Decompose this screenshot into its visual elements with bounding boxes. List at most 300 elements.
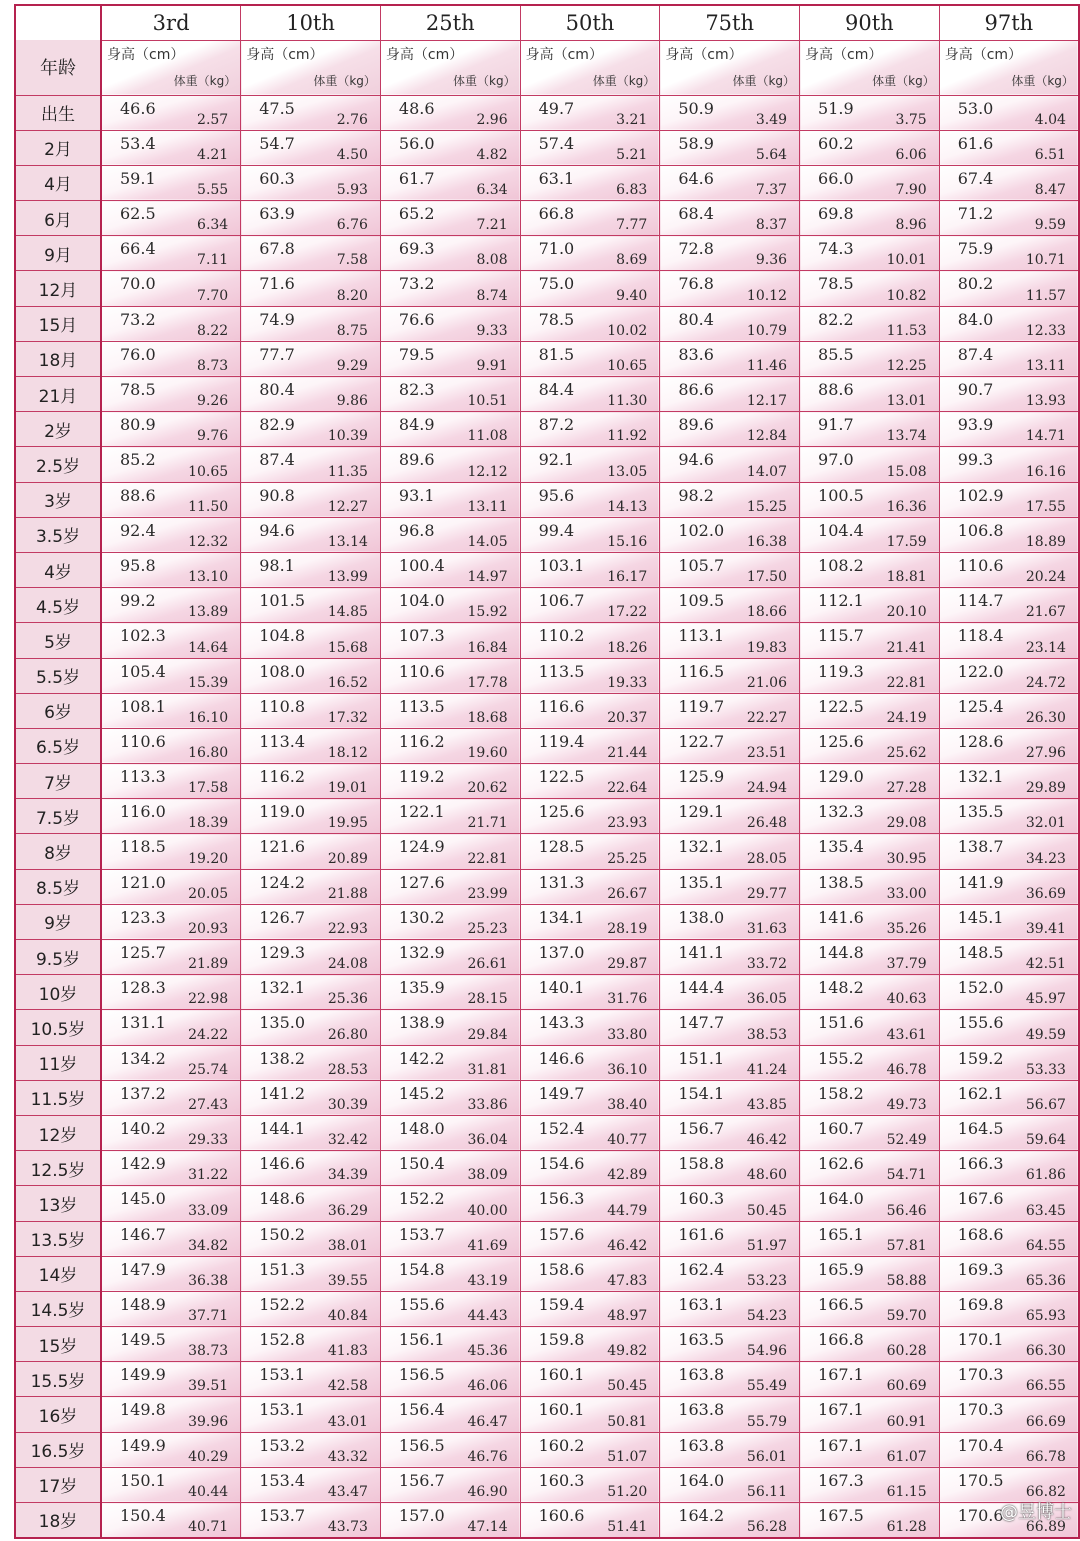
height-value: 116.6 xyxy=(538,696,585,716)
table-row xyxy=(15,904,1079,939)
height-value: 153.1 xyxy=(259,1365,306,1385)
table-row xyxy=(15,1291,1079,1326)
height-value: 125.9 xyxy=(678,767,725,787)
value-cell xyxy=(241,588,381,623)
value-cell xyxy=(380,799,520,834)
percentile-header: 3rd xyxy=(101,5,241,40)
weight-value: 15.08 xyxy=(886,463,927,480)
weight-value: 7.70 xyxy=(197,287,229,304)
value-cell xyxy=(520,588,660,623)
height-value: 113.3 xyxy=(120,767,166,787)
value-cell xyxy=(800,1080,940,1115)
height-value: 113.1 xyxy=(678,626,725,646)
value-cell xyxy=(520,1221,660,1256)
weight-value: 54.23 xyxy=(746,1308,788,1325)
height-value: 125.4 xyxy=(957,696,1004,716)
value-cell xyxy=(241,377,381,412)
value-cell xyxy=(520,1151,660,1186)
table-row xyxy=(15,165,1079,200)
height-value: 77.7 xyxy=(259,344,295,364)
value-cell xyxy=(101,377,241,412)
weight-value: 56.01 xyxy=(746,1448,788,1465)
height-value: 149.5 xyxy=(120,1330,166,1350)
weight-value: 16.10 xyxy=(188,709,229,726)
age-cell: 3岁 xyxy=(15,482,101,517)
weight-value: 20.62 xyxy=(467,780,508,797)
age-cell: 13.5岁 xyxy=(15,1221,101,1256)
value-cell xyxy=(101,306,241,341)
height-value: 138.0 xyxy=(678,907,725,927)
weight-label: 体重（kg） xyxy=(592,73,656,88)
value-cell xyxy=(241,1045,381,1080)
percentile-header: 25th xyxy=(380,5,520,40)
height-value: 160.3 xyxy=(538,1470,585,1490)
weight-value: 57.81 xyxy=(886,1237,927,1254)
value-cell xyxy=(800,341,940,376)
weight-value: 55.79 xyxy=(746,1413,788,1430)
value-cell xyxy=(520,1186,660,1221)
weight-value: 25.74 xyxy=(188,1061,229,1078)
measure-header-cell xyxy=(241,40,381,95)
height-value: 153.2 xyxy=(259,1435,306,1455)
value-cell xyxy=(660,588,800,623)
value-cell xyxy=(241,482,381,517)
weight-value: 61.86 xyxy=(1025,1167,1066,1184)
weight-value: 10.65 xyxy=(188,463,229,480)
value-cell xyxy=(241,904,381,939)
value-cell xyxy=(520,1010,660,1045)
value-cell xyxy=(660,1010,800,1045)
table-row xyxy=(15,1010,1079,1045)
value-cell xyxy=(800,1010,940,1045)
weight-value: 16.84 xyxy=(467,639,508,656)
height-value: 71.6 xyxy=(259,274,295,294)
table-row xyxy=(15,482,1079,517)
weight-value: 46.76 xyxy=(467,1448,508,1465)
weight-value: 63.45 xyxy=(1025,1202,1066,1219)
percentile-header: 50th xyxy=(520,5,660,40)
value-cell xyxy=(101,130,241,165)
age-cell: 出生 xyxy=(15,95,101,130)
weight-value: 13.74 xyxy=(886,428,927,445)
height-value: 108.0 xyxy=(259,661,306,681)
weight-value: 16.80 xyxy=(188,745,229,762)
value-cell xyxy=(380,693,520,728)
weight-value: 6.76 xyxy=(336,217,368,234)
height-value: 88.6 xyxy=(818,380,854,399)
weight-value: 22.27 xyxy=(746,709,788,726)
value-cell xyxy=(380,623,520,658)
value-cell xyxy=(101,728,241,763)
height-value: 98.2 xyxy=(678,485,714,505)
weight-value: 8.20 xyxy=(336,287,368,304)
height-value: 122.0 xyxy=(957,661,1004,681)
weight-value: 54.96 xyxy=(746,1343,788,1360)
value-cell xyxy=(800,1256,940,1291)
age-cell: 12月 xyxy=(15,271,101,306)
value-cell xyxy=(380,1432,520,1467)
weight-value: 18.39 xyxy=(188,815,229,832)
value-cell xyxy=(800,201,940,236)
weight-value: 60.28 xyxy=(886,1343,927,1360)
weight-value: 41.69 xyxy=(467,1237,508,1254)
value-cell xyxy=(101,447,241,482)
height-value: 102.3 xyxy=(120,626,166,646)
table-row xyxy=(15,764,1079,799)
weight-value: 52.49 xyxy=(886,1132,927,1149)
weight-value: 45.36 xyxy=(467,1343,508,1360)
height-value: 148.9 xyxy=(120,1294,166,1314)
weight-value: 48.97 xyxy=(607,1308,648,1325)
value-cell xyxy=(939,1362,1079,1397)
weight-value: 61.15 xyxy=(886,1484,927,1500)
height-value: 151.1 xyxy=(678,1048,725,1068)
weight-value: 17.59 xyxy=(886,533,927,550)
value-cell xyxy=(939,1291,1079,1326)
weight-value: 9.40 xyxy=(616,287,648,304)
value-cell xyxy=(241,201,381,236)
height-value: 112.1 xyxy=(818,591,864,611)
height-value: 170.1 xyxy=(957,1330,1004,1350)
weight-value: 7.77 xyxy=(616,217,648,234)
value-cell xyxy=(800,764,940,799)
weight-value: 10.01 xyxy=(886,252,927,269)
value-cell xyxy=(380,1010,520,1045)
measure-header-cell xyxy=(800,40,940,95)
height-value: 119.0 xyxy=(259,802,306,822)
height-value: 150.1 xyxy=(120,1470,166,1490)
weight-value: 31.76 xyxy=(607,991,648,1008)
value-cell xyxy=(800,623,940,658)
height-value: 150.4 xyxy=(120,1506,166,1525)
age-cell: 2月 xyxy=(15,130,101,165)
weight-value: 37.79 xyxy=(886,956,927,973)
weight-label: 体重（kg） xyxy=(313,73,376,88)
table-row xyxy=(15,341,1079,376)
weight-value: 16.36 xyxy=(886,498,927,515)
weight-value: 65.36 xyxy=(1025,1272,1066,1289)
table-row xyxy=(15,1045,1079,1080)
height-value: 131.1 xyxy=(120,1013,166,1033)
value-cell xyxy=(660,1327,800,1362)
weight-value: 25.23 xyxy=(467,921,508,937)
value-cell xyxy=(520,904,660,939)
weight-value: 66.78 xyxy=(1025,1448,1066,1465)
value-cell xyxy=(520,1080,660,1115)
height-value: 125.6 xyxy=(818,731,864,751)
height-value: 100.5 xyxy=(818,485,864,505)
weight-value: 20.93 xyxy=(188,921,229,937)
value-cell xyxy=(660,1362,800,1397)
weight-value: 38.01 xyxy=(327,1237,368,1254)
value-cell xyxy=(660,799,800,834)
weight-value: 8.75 xyxy=(336,322,368,339)
value-cell xyxy=(520,728,660,763)
weight-value: 47.14 xyxy=(467,1518,508,1535)
table-row xyxy=(15,693,1079,728)
value-cell xyxy=(939,236,1079,271)
height-value: 127.6 xyxy=(398,872,445,892)
age-cell: 2岁 xyxy=(15,412,101,447)
weight-value: 12.12 xyxy=(467,463,508,480)
weight-value: 10.51 xyxy=(467,393,508,410)
height-value: 90.8 xyxy=(259,485,295,505)
height-value: 166.3 xyxy=(957,1154,1004,1174)
height-value: 146.6 xyxy=(259,1154,306,1174)
value-cell xyxy=(660,271,800,306)
table-row xyxy=(15,412,1079,447)
value-cell xyxy=(241,130,381,165)
table-row xyxy=(15,1115,1079,1150)
height-value: 99.3 xyxy=(957,450,994,470)
value-cell xyxy=(660,1503,800,1538)
weight-value: 56.28 xyxy=(746,1518,788,1535)
weight-value: 54.71 xyxy=(886,1167,927,1184)
weight-value: 16.38 xyxy=(746,533,788,550)
height-value: 58.9 xyxy=(678,133,714,153)
value-cell xyxy=(520,658,660,693)
weight-value: 33.72 xyxy=(746,956,788,973)
weight-value: 21.89 xyxy=(188,956,229,973)
height-value: 95.8 xyxy=(120,555,156,575)
height-value: 69.3 xyxy=(398,239,435,259)
height-value: 152.8 xyxy=(259,1330,306,1350)
value-cell xyxy=(241,165,381,200)
value-cell xyxy=(520,552,660,587)
height-value: 152.0 xyxy=(957,978,1004,998)
weight-value: 64.55 xyxy=(1025,1237,1066,1254)
weight-value: 16.17 xyxy=(607,569,648,586)
height-value: 61.7 xyxy=(398,168,435,188)
height-value: 138.2 xyxy=(259,1048,306,1068)
value-cell xyxy=(660,341,800,376)
value-cell xyxy=(660,904,800,939)
height-value: 116.0 xyxy=(120,802,166,822)
height-value: 137.2 xyxy=(120,1083,166,1103)
height-value: 128.3 xyxy=(120,978,166,998)
value-cell xyxy=(380,130,520,165)
height-value: 113.4 xyxy=(259,731,306,751)
height-value: 160.6 xyxy=(538,1506,585,1525)
value-cell xyxy=(241,834,381,869)
height-value: 75.9 xyxy=(957,239,994,259)
weight-value: 42.89 xyxy=(607,1167,648,1184)
height-value: 148.6 xyxy=(259,1189,306,1209)
weight-value: 61.28 xyxy=(886,1518,927,1535)
weight-value: 33.00 xyxy=(886,885,927,902)
height-value: 158.6 xyxy=(538,1259,585,1279)
value-cell xyxy=(380,975,520,1010)
height-value: 49.7 xyxy=(538,98,575,118)
value-cell xyxy=(939,1327,1079,1362)
age-cell: 7.5岁 xyxy=(15,799,101,834)
height-value: 158.8 xyxy=(678,1154,725,1174)
weight-value: 42.51 xyxy=(1025,956,1066,973)
height-value: 74.3 xyxy=(818,239,854,259)
value-cell xyxy=(660,693,800,728)
value-cell xyxy=(380,165,520,200)
weight-value: 28.19 xyxy=(607,921,648,937)
value-cell xyxy=(800,588,940,623)
measure-header-cell xyxy=(660,40,800,95)
value-cell xyxy=(241,940,381,975)
weight-value: 50.45 xyxy=(746,1202,788,1219)
value-cell xyxy=(241,1151,381,1186)
value-cell xyxy=(241,1362,381,1397)
value-cell xyxy=(939,201,1079,236)
value-cell xyxy=(380,377,520,412)
height-value: 154.1 xyxy=(678,1083,725,1103)
value-cell xyxy=(380,1327,520,1362)
height-value: 73.2 xyxy=(398,274,435,294)
weight-value: 17.32 xyxy=(327,709,368,726)
weight-value: 29.89 xyxy=(1025,780,1066,797)
value-cell xyxy=(520,482,660,517)
height-value: 157.6 xyxy=(538,1224,585,1244)
weight-value: 20.10 xyxy=(886,604,927,621)
height-value: 153.7 xyxy=(398,1224,445,1244)
height-value: 119.2 xyxy=(398,767,445,787)
value-cell xyxy=(800,1397,940,1432)
value-cell xyxy=(380,447,520,482)
value-cell xyxy=(380,1151,520,1186)
table-row xyxy=(15,975,1079,1010)
height-value: 167.6 xyxy=(957,1189,1004,1209)
height-value: 156.5 xyxy=(398,1435,445,1455)
height-value: 140.1 xyxy=(538,978,585,998)
value-cell xyxy=(241,236,381,271)
table-row xyxy=(15,1362,1079,1397)
weight-value: 30.95 xyxy=(886,850,927,867)
height-value: 93.9 xyxy=(957,415,994,435)
height-value: 62.5 xyxy=(120,204,156,224)
weight-value: 39.51 xyxy=(188,1378,229,1395)
value-cell xyxy=(800,1467,940,1502)
height-value: 135.1 xyxy=(678,872,725,892)
height-value: 167.1 xyxy=(818,1365,864,1385)
height-value: 163.8 xyxy=(678,1400,725,1420)
height-value: 83.6 xyxy=(678,344,714,364)
weight-value: 36.10 xyxy=(607,1061,648,1078)
age-cell: 10.5岁 xyxy=(15,1010,101,1045)
weight-value: 29.84 xyxy=(467,1026,508,1043)
weight-value: 14.07 xyxy=(746,463,788,480)
height-value: 96.8 xyxy=(398,520,435,540)
value-cell xyxy=(520,623,660,658)
weight-value: 40.77 xyxy=(607,1132,648,1149)
value-cell xyxy=(380,764,520,799)
weight-label: 体重（kg） xyxy=(453,73,516,88)
value-cell xyxy=(101,623,241,658)
weight-value: 45.97 xyxy=(1025,991,1066,1008)
height-value: 146.6 xyxy=(538,1048,585,1068)
weight-label: 体重（kg） xyxy=(173,73,237,88)
value-cell xyxy=(520,412,660,447)
value-cell xyxy=(241,1080,381,1115)
watermark: @昱博士 xyxy=(1000,1502,1072,1523)
height-value: 75.0 xyxy=(538,274,575,294)
weight-value: 51.97 xyxy=(746,1237,788,1254)
height-label: 身高（cm） xyxy=(944,46,1023,63)
weight-value: 23.51 xyxy=(746,745,788,762)
weight-value: 6.34 xyxy=(476,182,508,199)
height-value: 160.2 xyxy=(538,1435,585,1455)
weight-value: 59.70 xyxy=(886,1308,927,1325)
height-value: 56.0 xyxy=(398,133,435,153)
value-cell xyxy=(939,623,1079,658)
weight-value: 43.61 xyxy=(886,1026,927,1043)
weight-value: 44.43 xyxy=(467,1308,508,1325)
height-value: 132.9 xyxy=(398,943,445,962)
weight-value: 31.63 xyxy=(746,921,788,937)
value-cell xyxy=(939,975,1079,1010)
height-value: 138.5 xyxy=(818,872,864,892)
value-cell xyxy=(939,834,1079,869)
table-row xyxy=(15,623,1079,658)
height-value: 154.8 xyxy=(398,1259,445,1279)
value-cell xyxy=(380,940,520,975)
value-cell xyxy=(800,236,940,271)
value-cell xyxy=(520,95,660,130)
height-value: 156.1 xyxy=(398,1330,445,1350)
weight-value: 4.50 xyxy=(336,146,368,163)
weight-value: 13.14 xyxy=(327,533,368,550)
value-cell xyxy=(939,165,1079,200)
value-cell xyxy=(101,904,241,939)
height-value: 128.6 xyxy=(957,731,1004,751)
height-value: 74.9 xyxy=(259,309,295,329)
value-cell xyxy=(939,1221,1079,1256)
height-value: 99.2 xyxy=(120,591,156,611)
height-value: 161.6 xyxy=(678,1224,725,1244)
height-value: 145.2 xyxy=(398,1083,445,1103)
height-value: 128.5 xyxy=(538,837,585,857)
percentile-header: 75th xyxy=(660,5,800,40)
value-cell xyxy=(380,728,520,763)
weight-value: 5.55 xyxy=(197,182,229,199)
value-cell xyxy=(800,447,940,482)
weight-value: 19.95 xyxy=(327,815,368,832)
height-value: 82.9 xyxy=(259,415,295,435)
height-label: 身高（cm） xyxy=(107,46,185,63)
height-value: 87.4 xyxy=(957,344,994,364)
height-value: 155.2 xyxy=(818,1048,864,1068)
weight-value: 17.55 xyxy=(1025,498,1066,515)
height-value: 63.9 xyxy=(259,204,295,224)
weight-value: 11.30 xyxy=(607,393,648,410)
weight-value: 36.69 xyxy=(1025,885,1066,902)
weight-value: 51.07 xyxy=(607,1448,648,1465)
weight-value: 10.82 xyxy=(886,287,927,304)
height-value: 110.6 xyxy=(120,731,166,751)
value-cell xyxy=(101,799,241,834)
height-value: 51.9 xyxy=(818,98,854,118)
weight-value: 40.84 xyxy=(327,1308,368,1325)
height-value: 106.8 xyxy=(957,520,1004,540)
weight-value: 27.43 xyxy=(188,1096,229,1113)
weight-value: 27.96 xyxy=(1025,745,1066,762)
weight-value: 36.38 xyxy=(188,1272,229,1289)
value-cell xyxy=(101,588,241,623)
value-cell xyxy=(380,1186,520,1221)
weight-value: 5.64 xyxy=(755,146,788,163)
weight-value: 5.21 xyxy=(616,146,648,163)
weight-value: 20.24 xyxy=(1025,569,1066,586)
weight-value: 53.23 xyxy=(746,1272,788,1289)
height-value: 164.0 xyxy=(818,1189,864,1209)
height-value: 121.0 xyxy=(120,872,166,892)
value-cell xyxy=(380,1221,520,1256)
